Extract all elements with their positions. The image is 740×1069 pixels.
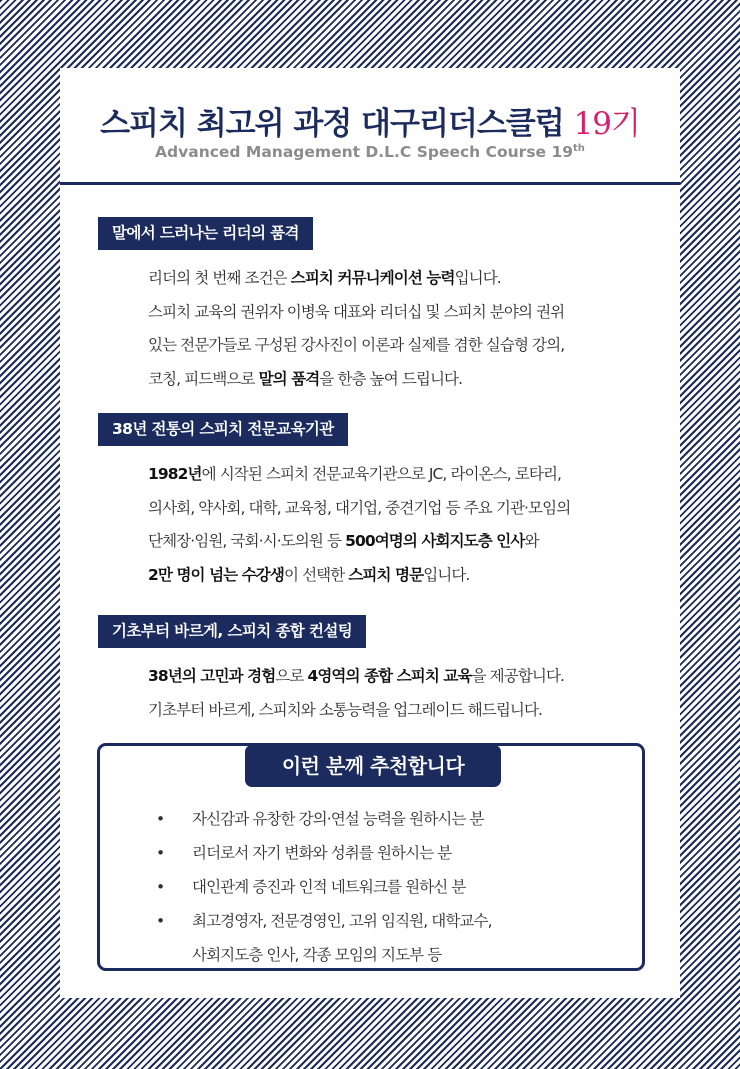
section-body	[148, 262, 678, 396]
emphasis-text: 스피치 커뮤니케이션 능력	[290, 269, 455, 287]
body-text: 이 선택한	[283, 565, 349, 584]
subtitle-superscript: th	[573, 143, 585, 154]
recommendation-text: 자신감과 유창한 강의·연설 능력을 원하시는 분	[192, 810, 484, 828]
bullet-icon: •	[156, 878, 165, 896]
body-text: 입니다.	[454, 269, 501, 287]
recommendation-title: 이런 분께 추천합니다	[245, 745, 501, 787]
subtitle-text: Advanced Management D.L.C Speech Course 19	[155, 143, 574, 162]
title-session-number: 19기	[573, 106, 640, 142]
body-text: 와	[524, 532, 539, 550]
body-text: 코칭, 피드백으로	[148, 369, 259, 388]
body-text: 입니다.	[423, 565, 470, 584]
body-text: 단체장·임원, 국회·시·도의원 등	[148, 532, 346, 550]
recommendation-text: 최고경영자, 전문경영인, 고위 임직원, 대학교수,	[192, 912, 492, 930]
body-line	[148, 363, 678, 397]
recommendation-item	[100, 904, 642, 972]
section-heading: 말에서 드러나는 리더의 품격	[98, 217, 313, 250]
brochure-card	[60, 68, 680, 998]
recommendation-item	[100, 836, 642, 870]
body-line	[148, 694, 678, 728]
recommendation-text: 대인관계 증진과 인적 네트워크를 원하신 분	[192, 878, 466, 896]
recommendation-box	[97, 743, 645, 971]
body-line	[148, 492, 678, 526]
emphasis-text: 스피치 명문	[348, 565, 424, 584]
bullet-icon: •	[156, 844, 165, 862]
emphasis-text: 4영역의 종합 스피치 교육	[307, 667, 472, 685]
section-body	[148, 660, 678, 727]
body-line	[148, 525, 678, 559]
page-title	[60, 98, 680, 143]
body-line	[148, 296, 678, 330]
title-main: 스피치 최고위 과정 대구리더스클럽	[100, 106, 564, 142]
recommendation-list	[100, 802, 642, 972]
emphasis-text: 38년의 고민과 경험	[148, 667, 276, 685]
emphasis-text: 1982년	[148, 465, 202, 483]
body-line	[148, 262, 678, 296]
bullet-icon: •	[156, 810, 165, 828]
body-line	[148, 329, 678, 363]
body-line	[148, 458, 678, 492]
body-line	[148, 660, 678, 694]
body-text: 으로	[275, 667, 308, 685]
page-subtitle	[60, 143, 680, 161]
title-divider	[60, 182, 680, 185]
body-text: 리더의 첫 번째 조건은	[148, 269, 291, 287]
emphasis-text: 말의 품격	[258, 369, 320, 388]
recommendation-text: 리더로서 자기 변화와 성취를 원하시는 분	[192, 844, 452, 862]
emphasis-text: 500여명의 사회지도층 인사	[345, 532, 525, 550]
recommendation-text: 사회지도층 인사, 각종 모임의 지도부 등	[192, 946, 442, 964]
section-heading: 기초부터 바르게, 스피치 종합 컨설팅	[98, 615, 366, 648]
body-line	[148, 559, 678, 593]
section-heading: 38년 전통의 스피치 전문교육기관	[98, 413, 348, 446]
body-text: 을 한층 높여 드립니다.	[319, 369, 463, 388]
recommendation-item	[100, 802, 642, 836]
recommendation-item	[100, 870, 642, 904]
body-text: 있는 전문가들로 구성된 강사진이 이론과 실제를 겸한 실습형 강의,	[148, 336, 565, 354]
body-text: 을 제공합니다.	[471, 667, 565, 685]
body-text: 스피치 교육의 권위자 이병욱 대표와 리더십 및 스피치 분야의 권위	[148, 302, 565, 321]
body-text: 기초부터 바르게, 스피치와 소통능력을 업그레이드 해드립니다.	[148, 700, 543, 719]
body-text: 에 시작된 스피치 전문교육기관으로 JC, 라이온스, 로타리,	[201, 465, 562, 483]
emphasis-text: 2만 명이 넘는 수강생	[148, 565, 284, 584]
section-body	[148, 458, 678, 592]
body-text: 의사회, 약사회, 대학, 교육청, 대기업, 중견기업 등 주요 기관·모임의	[148, 498, 571, 517]
bullet-icon: •	[156, 912, 165, 930]
